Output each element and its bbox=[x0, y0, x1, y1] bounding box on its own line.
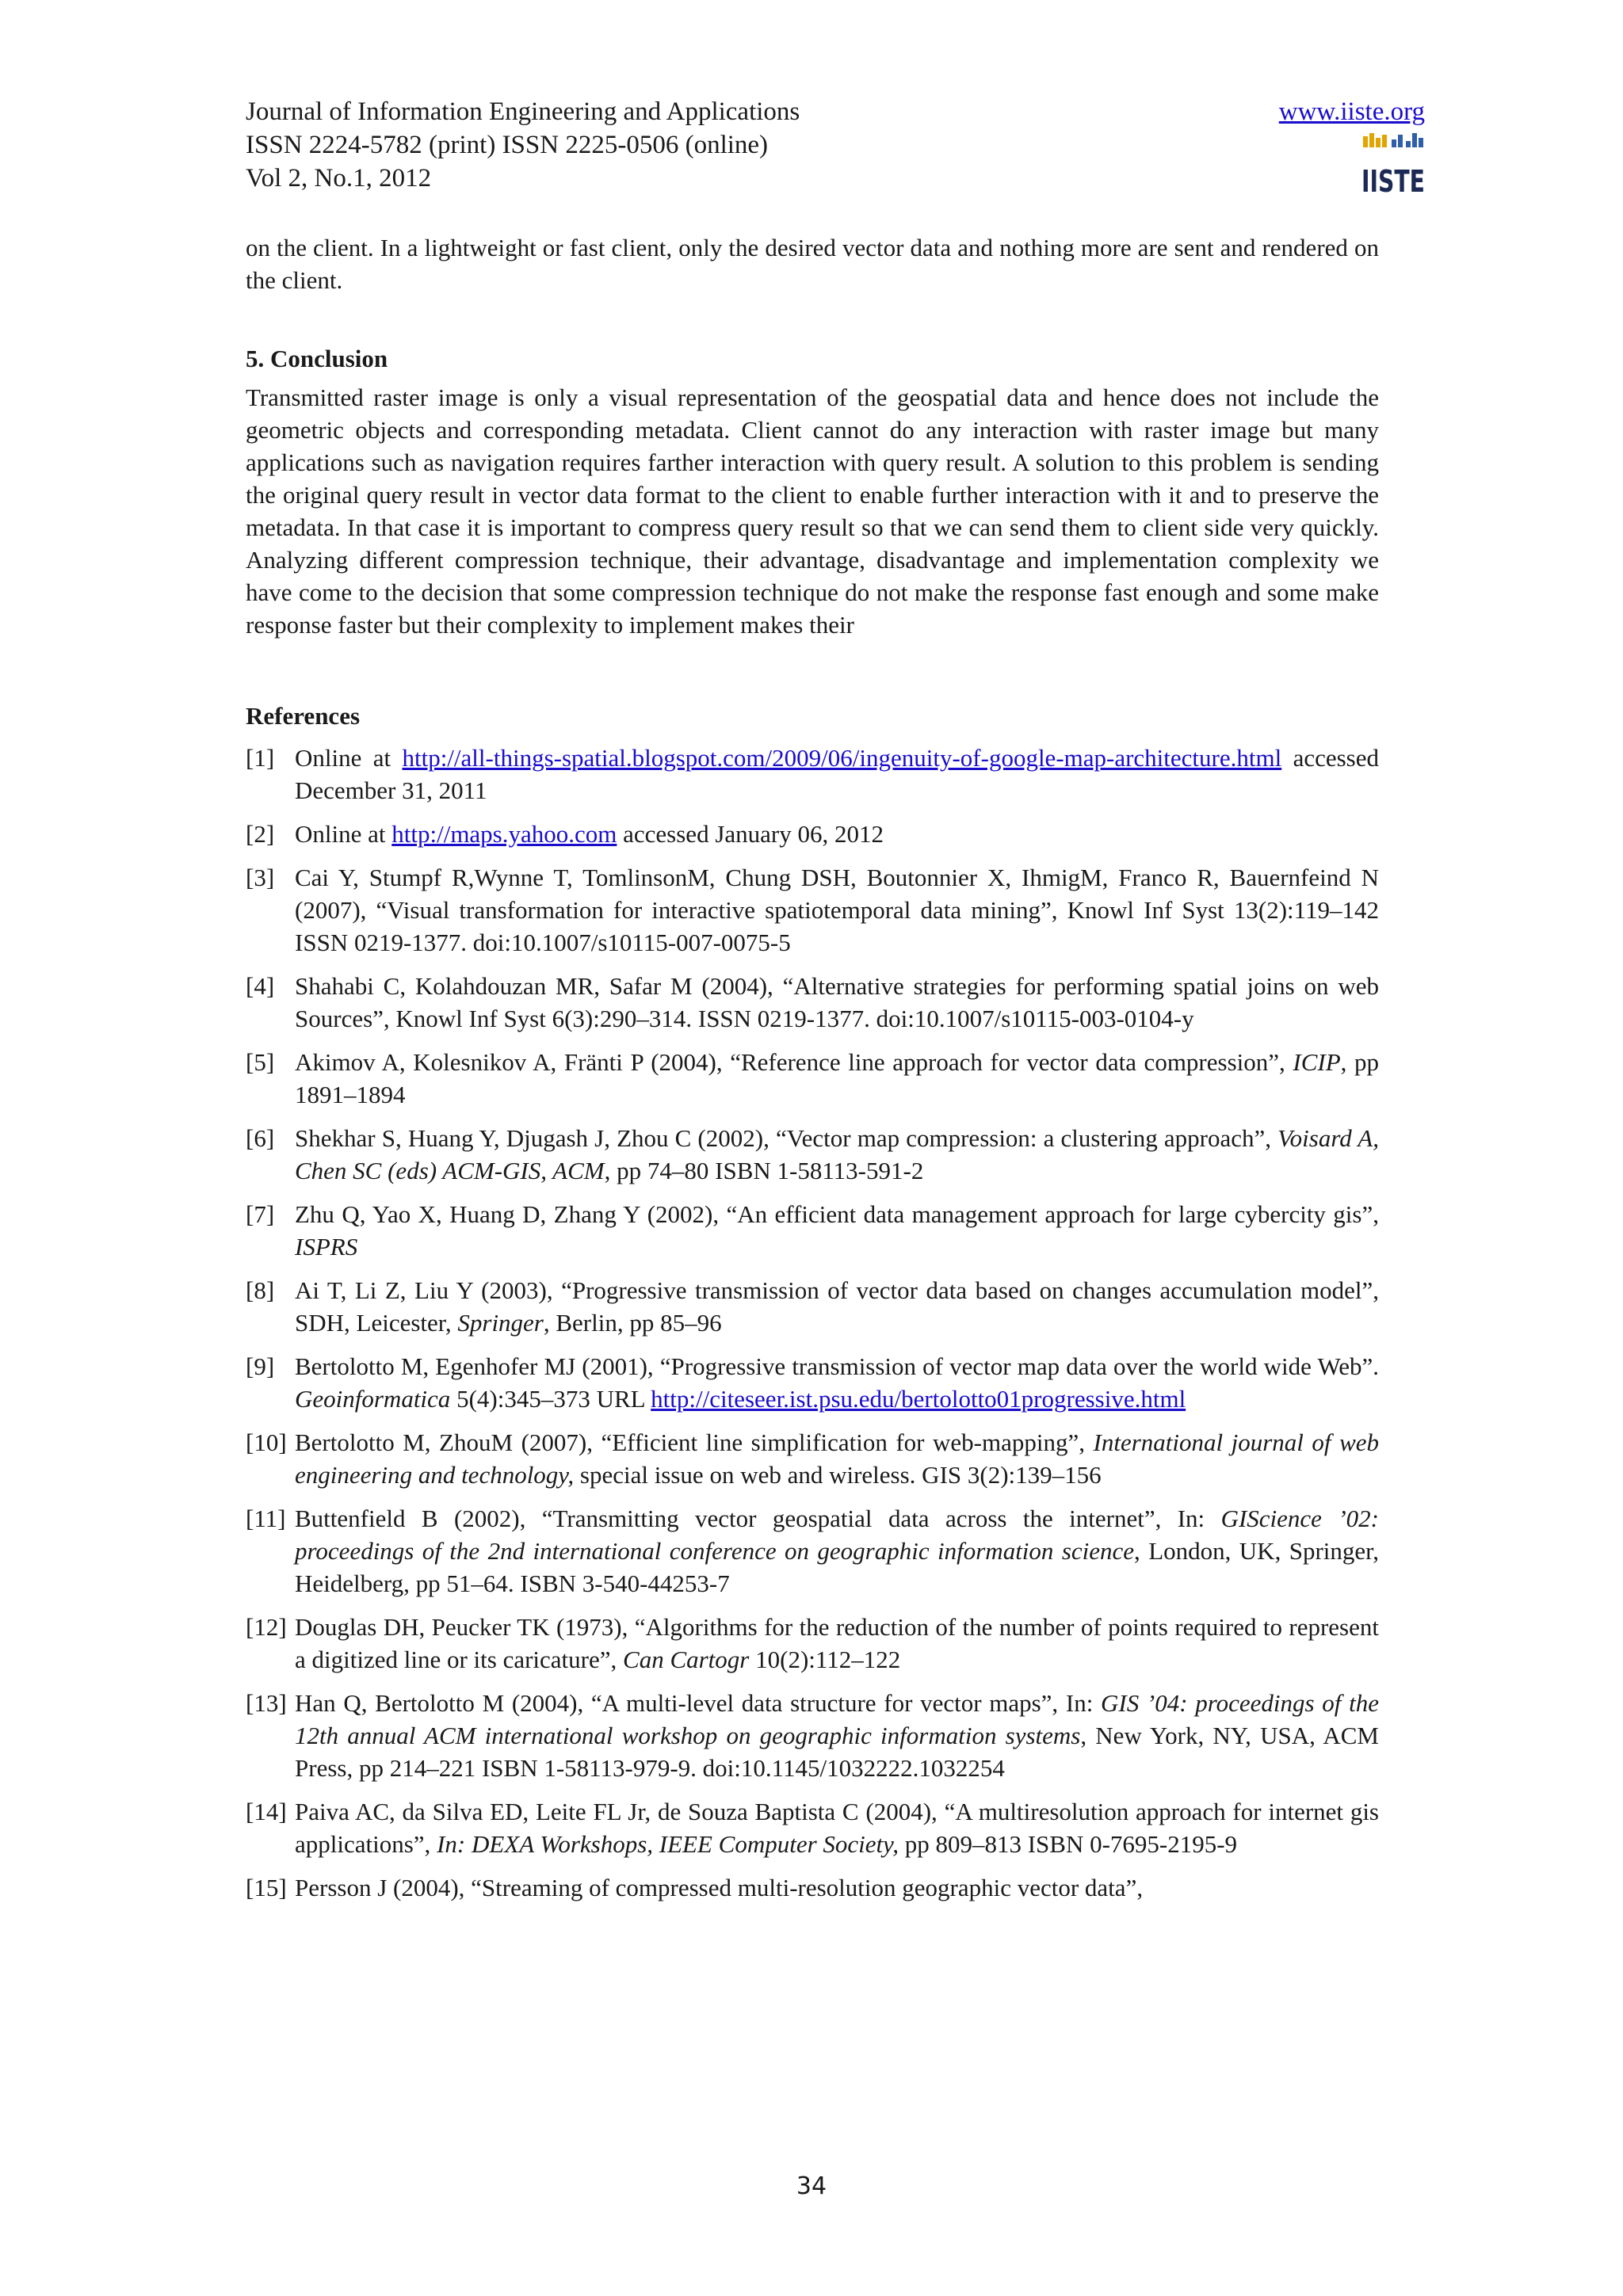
iiste-logo bbox=[1360, 132, 1426, 199]
reference-item bbox=[246, 1611, 1379, 1676]
reference-segment: Akimov A, Kolesnikov A, Fränti P (2004), “Reference line approach for vector data compression”, bbox=[295, 1048, 1293, 1076]
reference-item bbox=[246, 742, 1379, 807]
reference-text bbox=[295, 1198, 1379, 1263]
reference-italic: ISPRS bbox=[295, 1233, 358, 1261]
reference-segment: Zhu Q, Yao X, Huang D, Zhang Y (2002), “An efficient data management approach for large cybercity gis”, bbox=[295, 1200, 1379, 1228]
reference-segment: accessed January 06, 2012 bbox=[617, 820, 884, 848]
reference-text bbox=[295, 861, 1379, 959]
reference-item bbox=[246, 1795, 1379, 1860]
reference-segment: Shahabi C, Kolahdouzan MR, Safar M (2004), “Alternative strategies for performing spatial joins on web Sources”, Knowl Inf Syst 6(3):290–314. ISSN 0219-1377. doi:10.1007/s10115-003-0104-y bbox=[295, 972, 1379, 1032]
reference-italic: ICIP bbox=[1293, 1048, 1341, 1076]
reference-text bbox=[295, 1687, 1379, 1784]
page-number: 34 bbox=[796, 2172, 827, 2200]
reference-number: [10] bbox=[246, 1428, 287, 1456]
reference-number: [13] bbox=[246, 1689, 287, 1717]
reference-number: [11] bbox=[246, 1505, 286, 1532]
reference-item bbox=[246, 970, 1379, 1035]
reference-italic: GIScience ’02: proceedings of the 2nd international conference on geographic information science bbox=[295, 1505, 1379, 1565]
reference-segment: special issue on web and wireless. GIS 3(2):139–156 bbox=[574, 1461, 1102, 1489]
reference-number: [5] bbox=[246, 1048, 275, 1076]
reference-item bbox=[246, 1426, 1379, 1491]
reference-number: [8] bbox=[246, 1276, 275, 1304]
reference-text bbox=[295, 1611, 1379, 1676]
logo-text: IISTE bbox=[1361, 164, 1425, 199]
reference-segment: pp 809–813 ISBN 0-7695-2195-9 bbox=[898, 1830, 1238, 1858]
journal-header bbox=[246, 95, 800, 195]
reference-segment: , Berlin, pp 85–96 bbox=[543, 1309, 722, 1337]
reference-text bbox=[295, 1795, 1379, 1860]
reference-item bbox=[246, 1350, 1379, 1415]
reference-text bbox=[295, 1502, 1379, 1600]
references-heading: References bbox=[246, 702, 361, 730]
journal-issn: ISSN 2224-5782 (print) ISSN 2225-0506 (online) bbox=[246, 131, 769, 159]
reference-link[interactable]: http://all-things-spatial.blogspot.com/2009/06/ingenuity-of-google-map-architecture.html bbox=[402, 744, 1282, 772]
main-content bbox=[246, 231, 1379, 1915]
reference-segment: 5(4):345–373 URL bbox=[450, 1385, 651, 1413]
reference-segment: Han Q, Bertolotto M (2004), “A multi-level data structure for vector maps”, In: bbox=[295, 1689, 1101, 1717]
reference-link[interactable]: http://maps.yahoo.com bbox=[391, 820, 617, 848]
journal-volume: Vol 2, No.1, 2012 bbox=[246, 164, 432, 193]
reference-segment: accessed December 31, 2011 bbox=[295, 744, 1379, 804]
reference-segment: Persson J (2004), “Streaming of compressed multi-resolution geographic vector data”, bbox=[295, 1874, 1144, 1901]
reference-number: [6] bbox=[246, 1124, 275, 1152]
reference-italic: GIS ’04: proceedings of the 12th annual ACM international workshop on geographic information systems bbox=[295, 1689, 1379, 1749]
reference-link[interactable]: http://citeseer.ist.psu.edu/bertolotto01progressive.html bbox=[651, 1385, 1186, 1413]
reference-number: [4] bbox=[246, 972, 275, 1000]
reference-segment: Shekhar S, Huang Y, Djugash J, Zhou C (2002), “Vector map compression: a clustering approach”, bbox=[295, 1124, 1278, 1152]
reference-italic: In: DEXA Workshops, IEEE Computer Society, bbox=[437, 1830, 899, 1858]
reference-italic: Springer bbox=[457, 1309, 544, 1337]
reference-number: [14] bbox=[246, 1798, 287, 1825]
reference-item bbox=[246, 1871, 1379, 1904]
reference-segment: Online at bbox=[295, 820, 392, 848]
intro-paragraph: on the client. In a lightweight or fast client, only the desired vector data and nothing more are sent and rendered on the client. bbox=[246, 234, 1379, 294]
reference-segment: , New York, NY, USA, ACM Press, pp 214–221 ISBN 1-58113-979-9. doi:10.1145/1032222.1032254 bbox=[295, 1722, 1379, 1782]
reference-list bbox=[246, 742, 1379, 1904]
reference-text bbox=[295, 1274, 1379, 1339]
reference-text bbox=[295, 1046, 1379, 1111]
reference-segment: , pp 74–80 ISBN 1-58113-591-2 bbox=[604, 1157, 924, 1184]
reference-number: [7] bbox=[246, 1200, 275, 1228]
reference-segment: Bertolotto M, ZhouM (2007), “Efficient line simplification for web-mapping”, bbox=[295, 1428, 1094, 1456]
reference-number: [2] bbox=[246, 820, 275, 848]
reference-item bbox=[246, 1122, 1379, 1187]
reference-italic: Voisard A, Chen SC (eds) ACM-GIS, ACM bbox=[295, 1124, 1379, 1184]
reference-item bbox=[246, 1274, 1379, 1339]
reference-number: [15] bbox=[246, 1874, 287, 1901]
reference-italic: Can Cartogr bbox=[623, 1646, 750, 1673]
reference-segment: Ai T, Li Z, Liu Y (2003), “Progressive transmission of vector data based on changes accumulation model”, SDH, Leicester, bbox=[295, 1276, 1379, 1337]
reference-segment: , pp 1891–1894 bbox=[295, 1048, 1379, 1108]
reference-italic: Geoinformatica bbox=[295, 1385, 451, 1413]
reference-segment: Cai Y, Stumpf R,Wynne T, TomlinsonM, Chung DSH, Boutonnier X, IhmigM, Franco R, Bauernfeind N (2007), “Visual transformation for interactive spatiotemporal data mining”, Knowl Inf Syst 13(2):119–142 ISSN 0219-1377. doi:10.1007/s10115-007-0075-5 bbox=[295, 864, 1379, 956]
reference-segment: Buttenfield B (2002), “Transmitting vector geospatial data across the internet”, In: bbox=[295, 1505, 1221, 1532]
reference-item bbox=[246, 1198, 1379, 1263]
journal-title: Journal of Information Engineering and Applications bbox=[246, 97, 800, 126]
conclusion-heading: 5. Conclusion bbox=[246, 345, 388, 372]
reference-segment: Paiva AC, da Silva ED, Leite FL Jr, de Souza Baptista C (2004), “A multiresolution approach for internet gis applications”, bbox=[295, 1798, 1379, 1858]
reference-text bbox=[295, 742, 1379, 807]
reference-item bbox=[246, 1046, 1379, 1111]
reference-text bbox=[295, 1871, 1379, 1904]
conclusion-paragraph: Transmitted raster image is only a visual representation of the geospatial data and hence does not include the geometric objects and corresponding metadata. Client cannot do any interaction with raster image but many applications such as navigation requires farther interaction with query result. A solution to this problem is sending the original query result in vector data format to the client to enable further interaction with it and to preserve the metadata. In that case it is important to compress query result so that we can send them to client side very quickly. Analyzing different compression technique, their advantage, disadvantage and implementation complexity we have come to the decision that some compression technique do not make the response fast enough and some make response faster but their complexity to implement makes their bbox=[246, 383, 1379, 639]
reference-number: [3] bbox=[246, 864, 275, 891]
reference-text bbox=[295, 1122, 1379, 1187]
reference-item bbox=[246, 1502, 1379, 1600]
reference-text bbox=[295, 1426, 1379, 1491]
reference-text bbox=[295, 970, 1379, 1035]
reference-segment: Online at bbox=[295, 744, 403, 772]
reference-item bbox=[246, 1687, 1379, 1784]
reference-number: [1] bbox=[246, 744, 275, 772]
reference-item bbox=[246, 861, 1379, 959]
reference-segment: , London, UK, Springer, Heidelberg, pp 51–64. ISBN 3-540-44253-7 bbox=[295, 1537, 1379, 1597]
reference-item bbox=[246, 818, 1379, 850]
reference-number: [9] bbox=[246, 1352, 275, 1380]
reference-text bbox=[295, 1350, 1379, 1415]
reference-text bbox=[295, 818, 1379, 850]
reference-segment: Bertolotto M, Egenhofer MJ (2001), “Progressive transmission of vector map data over the world wide Web”. bbox=[295, 1352, 1379, 1380]
journal-url-link[interactable]: www.iiste.org bbox=[1278, 97, 1425, 126]
reference-segment: 10(2):112–122 bbox=[749, 1646, 901, 1673]
reference-number: [12] bbox=[246, 1613, 287, 1641]
reference-italic: International journal of web engineering and technology, bbox=[295, 1428, 1380, 1489]
reference-segment: Douglas DH, Peucker TK (1973), “Algorithms for the reduction of the number of points required to represent a digitized line or its caricature”, bbox=[295, 1613, 1379, 1673]
